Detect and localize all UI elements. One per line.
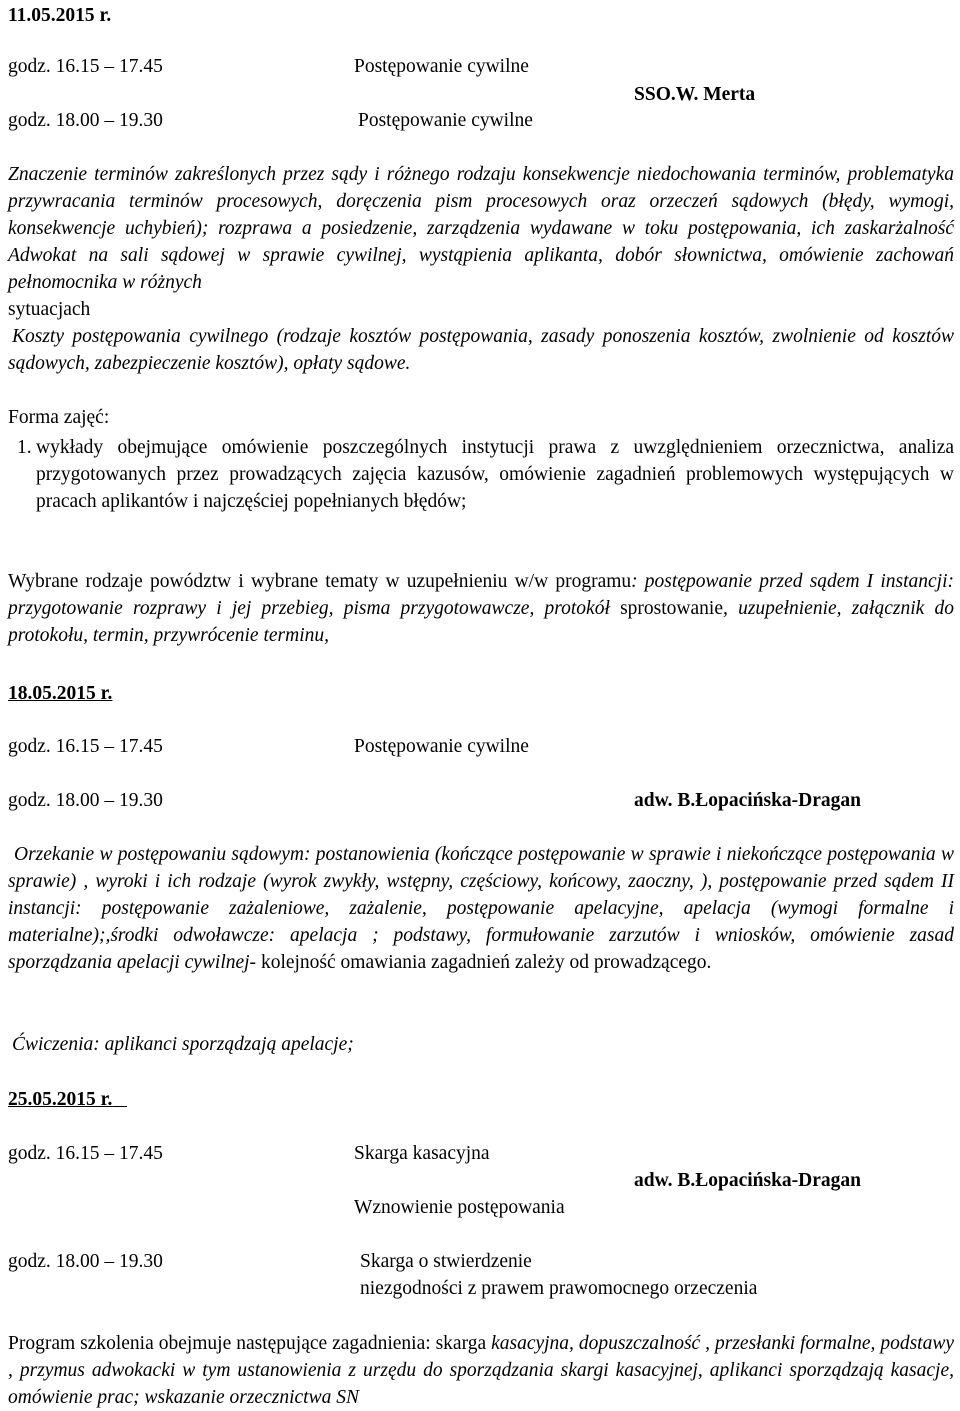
lecturer-name: adw. B.Łopacińska-Dragan (634, 1170, 862, 1191)
topic-paragraph-tail: sytuacjach (8, 299, 91, 320)
program-text: Wybrane rodzaje powództw i wybrane tematy w uzupełnieniu w/w programu (8, 571, 632, 592)
exercise-note: Ćwiczenia: aplikanci sporządzają apelacje; (12, 1034, 354, 1055)
topic-paragraph (8, 841, 954, 976)
time-slot: godz. 16.15 – 17.45 (8, 56, 163, 77)
lecturer-name: SSO.W. Merta (634, 84, 756, 105)
program-text: Program szkolenia obejmuje następujące zagadnienia: skarga (8, 1333, 492, 1354)
list-item-text: wykłady obejmujące omówienie poszczególnych instytucji prawa z uwzględnieniem orzecznictwa, analiza przygotowanych przez prowadzących zajęcia kazusów, omówienie zagadnień problemowych występujących w pracach aplikantów i najczęściej popełnianych błędów; (36, 437, 954, 512)
time-slot: godz. 18.00 – 19.30 (8, 110, 163, 131)
costs-paragraph: Koszty postępowania cywilnego (rodzaje kosztów postępowania, zasady ponoszenia kosztów, zwolnienie od kosztów sądowych, zabezpieczenie kosztów), opłaty sądowe. (8, 326, 954, 374)
date-text: 25.05.2015 r. (8, 1089, 113, 1110)
program-text-italic: : postępowanie przed sądem I instancji: przygotowanie rozprawy i jej przebieg, pisma przygotowawcze, protokół (8, 571, 954, 619)
subject: Wznowienie postępowania (354, 1197, 565, 1218)
subject: Postępowanie cywilne (354, 56, 529, 77)
list-item (17, 434, 954, 515)
topic-text-italic: Orzekanie w postępowaniu sądowym: postanowienia (kończące postępowanie w sprawie i niekończące postępowania w sprawie) , wyroki i ich rodzaje (wyrok zwykły, wstępny, częściowy, końcowy, zaoczny, ), postępowanie przed sądem II instancji: postępowanie zażaleniowe, zażalenie, postępowanie apelacyjne, apelacja (wymogi formalne i materialne);,środki odwoławcze: apelacja ; podstawy, formułowanie zarzutów i wniosków, omówienie zasad sporządzania apelacji cywilnej- (8, 844, 954, 973)
subject: Postępowanie cywilne (358, 110, 533, 131)
time-slot: godz. 18.00 – 19.30 (8, 1251, 163, 1272)
program-text-italic: kasacyjna, dopuszczalność , przesłanki formalne, podstawy , przymus adwokacki w tym ustanowienia z urzędu do sporządzania skargi kasacyjnej, aplikanci sporządzają kasacje, omówienie prac; wskazanie orzecznictwa SN (8, 1333, 954, 1408)
subject: Skarga kasacyjna (354, 1143, 490, 1164)
time-slot: godz. 16.15 – 17.45 (8, 736, 163, 757)
date-heading: 11.05.2015 r. (8, 5, 112, 26)
topic-paragraph: Znaczenie terminów zakreślonych przez sądy i różnego rodzaju konsekwencje niedochowania terminów, problematyka przywracania terminów procesowych, doręczenia pism procesowych oraz orzeczeń sądowych (błędy, wymogi, konsekwencje uchybień); rozprawa a posiedzenie, zarządzenia wydawane w toku postępowania, ich zaskarżalność Adwokat na sali sądowej w sprawie cywilnej, wystąpienia aplikanta, dobór słownictwa, omówienie zachowań pełnomocnika w różnych (8, 164, 954, 293)
time-slot: godz. 18.00 – 19.30 (8, 790, 163, 811)
list-number: 1. (17, 437, 32, 458)
subject: Skarga o stwierdzenie (360, 1251, 532, 1272)
program-text: sprostowanie (609, 598, 723, 619)
topic-text: kolejność omawiania zagadnień zależy od prowadzącego. (260, 952, 712, 973)
subject: Postępowanie cywilne (354, 736, 529, 757)
date-heading: 18.05.2015 r. (8, 683, 113, 704)
time-slot: godz. 16.15 – 17.45 (8, 1143, 163, 1164)
form-label: Forma zajęć: (8, 407, 110, 428)
subject-continuation: niezgodności z prawem prawomocnego orzeczenia (360, 1278, 758, 1299)
program-paragraph (8, 568, 954, 649)
program-paragraph (8, 1330, 954, 1411)
date-heading (8, 1086, 127, 1113)
program-text-italic: , uzupełnienie, załącznik do protokołu, termin, przywrócenie terminu, (8, 598, 954, 646)
lecturer-name: adw. B.Łopacińska-Dragan (634, 790, 862, 811)
